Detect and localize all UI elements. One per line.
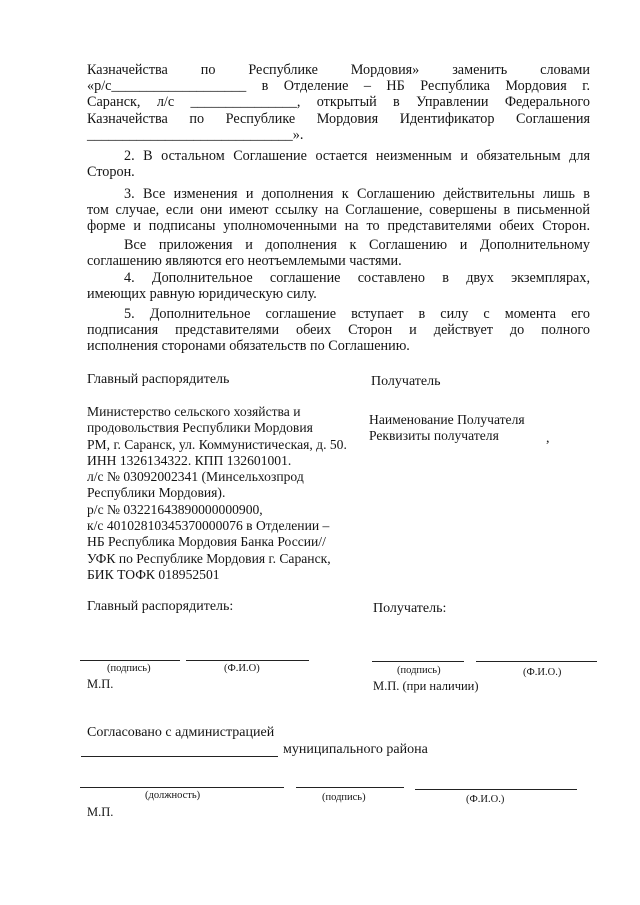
text-line: Казначейства по Республике Мордовия» заменить словами: [87, 62, 590, 78]
text-line: 3. Все изменения и дополнения к Соглашению действительны лишь в: [124, 186, 590, 202]
signature-line: [80, 660, 180, 661]
text-line: том случае, если они имеют ссылку на Соглашение, совершены в письменной: [87, 202, 590, 219]
detail-line: л/с № 03092002341 (Минсельхозпрод: [87, 469, 304, 485]
detail-line: продовольствия Республики Мордовия: [87, 420, 313, 436]
detail-line: к/с 40102810345370000076 в Отделении –: [87, 518, 330, 534]
detail-line: НБ Республика Мордовия Банка России//: [87, 534, 326, 550]
text-line: 2. В остальном Соглашение остается неизменным и обязательным для: [124, 148, 590, 164]
text-line: «р/с___________________ в Отделение – НБ Республика Мордовия г.: [87, 78, 590, 95]
clause-5: [87, 306, 590, 355]
fio-caption: (Ф.И.О.): [523, 667, 562, 678]
left-signature-heading: Главный распорядитель:: [87, 599, 234, 614]
left-party-heading: Главный распорядитель: [87, 372, 230, 387]
position-line: [80, 787, 284, 788]
approval-suffix: муниципального района: [283, 742, 428, 757]
text-line: форме и подписаны уполномоченными на то представителями обеих Сторон.: [87, 218, 590, 235]
position-caption: (должность): [145, 790, 201, 801]
clause-4: [87, 270, 590, 302]
fio-line: [415, 789, 577, 790]
detail-line: УФК по Республике Мордовия г. Саранск,: [87, 550, 331, 566]
fio-line: [476, 661, 597, 662]
paragraph-amendment: [87, 62, 590, 143]
stray-mark: ,: [546, 431, 550, 446]
right-party-details: [369, 412, 525, 445]
left-party-details: [87, 404, 347, 583]
fio-line: [186, 660, 309, 661]
text-line: Сторон.: [87, 164, 135, 181]
signature-caption: (подпись): [397, 665, 441, 676]
signature-line: [372, 661, 464, 662]
text-line: исполнения сторонами обязательств по Соглашению.: [87, 338, 410, 355]
fio-caption: (Ф.И.О.): [466, 794, 505, 805]
signature-line: [296, 787, 404, 788]
detail-line: БИК ТОФК 018952501: [87, 566, 220, 582]
clause-2: [87, 148, 590, 180]
seal-label: М.П.: [87, 677, 114, 691]
text-line: имеющих равную юридическую силу.: [87, 286, 317, 303]
seal-label: М.П.: [87, 805, 114, 819]
approval-heading: Согласовано с администрацией: [87, 725, 275, 740]
text-line: 5. Дополнительное соглашение вступает в силу с момента его: [124, 306, 590, 322]
right-signature-heading: Получатель:: [373, 601, 447, 616]
detail-line: р/с № 03221643890000000900,: [87, 501, 263, 517]
text-line: _____________________________».: [87, 126, 304, 143]
signature-caption: (подпись): [322, 792, 366, 803]
municipality-line: [81, 756, 278, 757]
clause-3: [87, 186, 590, 235]
detail-line: Наименование Получателя: [369, 412, 525, 427]
text-line: Казначейства по Республике Мордовия Идентификатор Соглашения: [87, 110, 590, 127]
seal-label: М.П. (при наличии): [373, 679, 479, 693]
detail-line: Министерство сельского хозяйства и: [87, 404, 301, 419]
text-line: Саранск, л/с _______________, открытый в Управлении Федерального: [87, 94, 590, 111]
text-line: Все приложения и дополнения к Соглашению и Дополнительному: [124, 237, 590, 253]
text-line: 4. Дополнительное соглашение составлено в двух экземплярах,: [124, 270, 590, 286]
paragraph-appendices: [87, 237, 590, 269]
right-party-heading: Получатель: [371, 374, 441, 389]
text-line: подписания представителями обеих Сторон и действует до полного: [87, 322, 590, 339]
fio-caption: (Ф.И.О): [224, 663, 260, 674]
detail-line: ИНН 1326134322. КПП 132601001.: [87, 452, 292, 468]
text-line: соглашению являются его неотъемлемыми частями.: [87, 253, 402, 270]
signature-caption: (подпись): [107, 663, 151, 674]
detail-line: Реквизиты получателя: [369, 428, 499, 444]
detail-line: Республики Мордовия).: [87, 485, 226, 501]
detail-line: РМ, г. Саранск, ул. Коммунистическая, д. 50.: [87, 436, 347, 452]
